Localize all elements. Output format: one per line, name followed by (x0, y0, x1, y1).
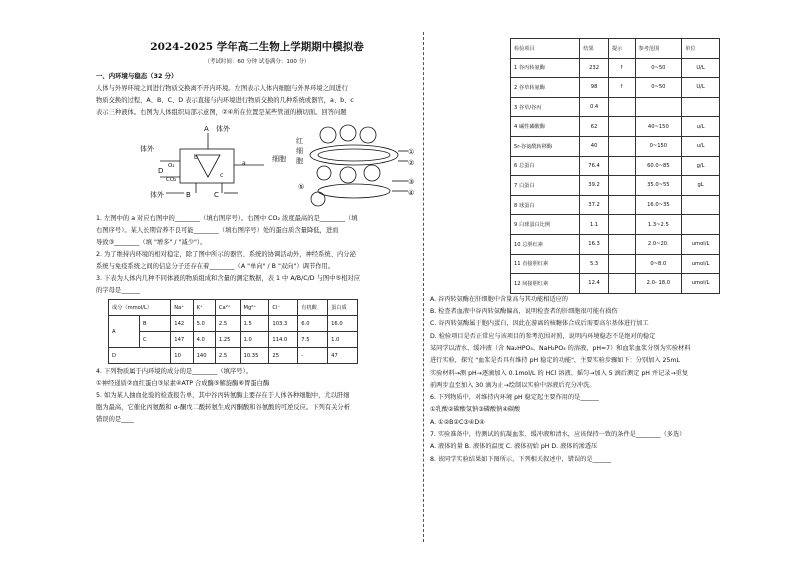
question-5-options (430, 294, 730, 343)
question-2 (96, 249, 418, 273)
table-header-row (511, 39, 720, 59)
table-row (109, 332, 358, 348)
diagram-svg (96, 121, 418, 209)
table-cell: 62 (580, 117, 609, 137)
label-b: b (194, 154, 198, 161)
table-cell: 142 (171, 316, 193, 332)
table-cell: B (140, 316, 171, 332)
table-cell: 3 谷草/谷丙 (511, 97, 580, 117)
column-divider (423, 32, 424, 542)
question-5 (96, 390, 418, 426)
table-cell: 1.1 (580, 215, 609, 235)
label-cell2: 胞 (296, 157, 303, 165)
exchange-diagram (96, 121, 418, 209)
table-row (511, 136, 720, 156)
table-cell: 35.0~55 (635, 176, 682, 196)
table-cell: 7.5 (298, 332, 328, 348)
table-cell (608, 117, 635, 137)
label-c: c (220, 172, 224, 179)
table-cell: 16.0 (328, 316, 358, 332)
table-header-cell: 蛋白质 (328, 300, 358, 316)
table-header-cell: 结果 (580, 39, 609, 59)
question-7 (430, 429, 730, 454)
table-cell: u/L (682, 136, 720, 156)
table-cell: D (109, 348, 171, 364)
label-C: C (214, 191, 219, 199)
table-cell: 60.0~85 (635, 156, 682, 176)
table-cell (635, 97, 682, 117)
table-cell (608, 254, 635, 274)
table-cell: 1.0 (240, 332, 269, 348)
table-cell: 1.25 (215, 332, 240, 348)
question-line: A. 液体的量 B. 液体的温度 C. 液体初始 pH D. 液体的渗透压 (430, 443, 598, 451)
question-8 (430, 454, 730, 466)
table-cell: 47 (328, 348, 358, 364)
table-cell: 16.3 (580, 234, 609, 254)
table-row (511, 234, 720, 254)
table-cell (608, 97, 635, 117)
label-A: A (204, 125, 209, 133)
table-cell: A (109, 316, 140, 348)
label-red: 红 (296, 137, 303, 145)
question-line: 6. 下列物质中，对维持内环境 pH 稳定起主要作用的是______ (430, 394, 599, 402)
label-outside-top: 体外 (216, 125, 230, 133)
intro-line: 表示三种液体。右图为人体组织局部示意图，②④所在位置是某些管道的横切面。回答问题 (96, 109, 347, 116)
table-cell: 5.3 (580, 254, 609, 274)
table-cell: 37.2 (580, 195, 609, 215)
exam-subtitle: （考试时间：60 分钟 试卷满分：100 分） (204, 59, 310, 65)
label-2: ② (408, 159, 415, 167)
table-cell: 10 (171, 348, 193, 364)
question-line: 1. 左图中的 a 对应右图中的________（填右图序号）。右图中 CO₂ 浓度最高的是________（填 (96, 215, 358, 222)
table-header-cell: Ca²⁺ (215, 300, 240, 316)
question-line: 7. 实验准备中，待测试的抗凝血浆、缓冲液和清水，应该保持一致的条件是________（多选） (430, 430, 686, 438)
table-header-cell: 提示 (608, 39, 635, 59)
table-cell: ↑ (608, 58, 635, 78)
table-row (511, 176, 720, 196)
experiment-description (430, 343, 730, 392)
experiment-line: 实验材料→测 pH→逐滴加入 0.1mol/L 的 HCl 溶液、摇匀→加入 5 滴后测定 pH 并记录→重复 (430, 369, 689, 377)
right-column (430, 40, 730, 466)
question-line: 4. 下列物质属于内环境的成分的是________（填序号）。 (96, 368, 252, 375)
table-header-cell: 单位 (682, 39, 720, 59)
table-cell: gL (682, 176, 720, 196)
table-header-row (109, 300, 358, 316)
table-header-cell: Cl⁻ (269, 300, 298, 316)
left-column (96, 40, 418, 426)
table-cell: 10 总胆红素 (511, 234, 580, 254)
table-cell: C (140, 332, 171, 348)
table-cell: 16.0~35 (635, 195, 682, 215)
table-header-cell: 参考范围 (635, 39, 682, 59)
experiment-line: 某同学以清水、缓冲液（含 Na₂HPO₄、NaH₂PO₄ 的溶液，pH=7）和血浆血浆分别为实验材料 (430, 344, 691, 352)
table-cell: 76.4 (580, 156, 609, 176)
table-cell: 1 谷丙转氨酶 (511, 58, 580, 78)
question-4 (96, 366, 418, 390)
table-cell: 8 球蛋白 (511, 195, 580, 215)
table-cell: g/L (682, 156, 720, 176)
table-cell: - (298, 348, 328, 364)
intro-line: 人体与外界环境之间进行物质交换离不开内环境。左图表示人体内细胞与外界环境之间进行 (96, 85, 348, 92)
question-line: 2. 为了维持内环境的相对稳定，除了图中所示的器官、系统的协调活动外，神经系统、内分泌 (96, 251, 356, 258)
option-line: B. 检查者血液中谷丙转氨酶偏高，说明检查者的肝细胞很可能有损伤 (430, 308, 618, 316)
experiment-line: 进行实验，探究 "血浆是否具有维持 pH 稳定的功能"，主要实验步骤如下：分别加入 25mL (430, 357, 680, 365)
lab-report-table (510, 38, 720, 294)
table-cell: 12.4 (580, 274, 609, 294)
table-cell: U/L (682, 58, 720, 78)
table-cell: 1.0 (328, 332, 358, 348)
table-cell: 1.3~2.5 (635, 215, 682, 235)
question-line: 胞为最高，它催化丙氨酸和 α-酮戊二酸转氨生成丙酮酸和谷氨酸的可逆反应。下列有关分析 (96, 404, 351, 411)
table-row (511, 156, 720, 176)
table-header-cell: K⁺ (193, 300, 215, 316)
table-cell: 40 (580, 136, 609, 156)
question-line: ①乳酸②碳酸氢钠③磷酸钠④碳酸 (430, 406, 521, 414)
option-line: D. 检验项目是否正常应与该项目的参考范围对照，说明内环境稳态不是绝对的稳定 (430, 332, 656, 340)
table-cell: 232 (580, 58, 609, 78)
label-co2: CO₂ (166, 177, 177, 183)
label-4: ④ (408, 189, 415, 197)
table-cell (608, 234, 635, 254)
table-cell (608, 176, 635, 196)
table-row (511, 215, 720, 235)
table-cell (608, 195, 635, 215)
label-o2: O₂ (168, 163, 175, 169)
question-line: 8. 该同学实验结果如下图所示，下列相关叙述中，错误的是______ (430, 455, 612, 463)
table-cell: 0~8.0 (635, 254, 682, 274)
table-row (511, 254, 720, 274)
table-row (109, 316, 358, 332)
question-line: 错误的是____ (96, 416, 134, 423)
label-1: ① (408, 148, 415, 156)
question-6 (430, 392, 730, 429)
table-cell: 103.3 (269, 316, 298, 332)
label-a: a (242, 160, 246, 167)
table-cell (608, 274, 635, 294)
table-cell: 1.5 (240, 316, 269, 332)
table-cell: 6.0 (298, 316, 328, 332)
table-cell: 114.0 (269, 332, 298, 348)
table-row (511, 274, 720, 294)
table-header-cell: Na⁺ (171, 300, 193, 316)
label-cell: 细胞 (272, 155, 286, 163)
label-fine: 细 (296, 147, 303, 155)
table-header-cell: 检验项目 (511, 39, 580, 59)
table-header-cell: 有机酸 (298, 300, 328, 316)
exam-title: 2024-2025 学年高二生物上学期期中模拟卷 (150, 41, 364, 53)
table-row (511, 97, 720, 117)
label-3: ③ (408, 178, 415, 186)
table-cell: 2.5 (215, 316, 240, 332)
table-row (511, 58, 720, 78)
question-line: ①神经递质②血红蛋白③尿素④ATP 合成酶⑤解旋酶⑥胃蛋白酶 (96, 380, 270, 387)
table-cell: 0.4 (580, 97, 609, 117)
table-cell: 39.2 (580, 176, 609, 196)
table-cell: U/L (682, 78, 720, 98)
option-line: A. 谷丙转氨酶在肝细胞中含量高与其功能相适应的 (430, 295, 568, 303)
table-cell (682, 195, 720, 215)
table-row (511, 78, 720, 98)
question-line: 右图序号）。某人长期营养不良可能________（填右图序号）处的蛋白质含量降低，进而 (96, 227, 339, 234)
lab-report-rows (511, 58, 720, 293)
table-row (109, 348, 358, 364)
table-cell: 10.35 (240, 348, 269, 364)
label-B: B (186, 191, 191, 199)
label-outside-left: 体外 (140, 145, 154, 153)
table-cell: 2.0- 18.0 (635, 274, 682, 294)
table-cell: umol/L (682, 234, 720, 254)
table-cell: 0~150 (635, 136, 682, 156)
table-cell: u/L (682, 117, 720, 137)
table-cell: 9 白球蛋白比例 (511, 215, 580, 235)
table-cell: 0~50 (635, 78, 682, 98)
table-cell (682, 215, 720, 235)
table-cell: ↑ (608, 78, 635, 98)
table-cell: 40~150 (635, 117, 682, 137)
fluid-composition-table (108, 299, 358, 364)
table-cell: 12 间接胆红素 (511, 274, 580, 294)
table-row (511, 195, 720, 215)
question-line: 3. 下表为人体内几种不同体液的物质组成和含量的测定数据，表 1 中 A/B/C/D 与图中⑤相对应 (96, 275, 360, 282)
table-cell: umol/L (682, 254, 720, 274)
table-cell: 0~50 (635, 58, 682, 78)
question-1 (96, 213, 418, 249)
table-cell: 147 (171, 332, 193, 348)
table-cell: 6 总蛋白 (511, 156, 580, 176)
label-D: D (158, 167, 164, 175)
table-cell (608, 156, 635, 176)
question-line: 导致③________（填 "增多" / "减少"）。 (96, 239, 207, 246)
question-line: 5. 如为某人抽血化验的检查报告单，其中谷丙转氨酶主要存在于人体各种细胞中，尤以肝细 (96, 392, 350, 399)
label-outside-bottom: 体外 (150, 191, 164, 199)
intro-line: 物质交换的过程，A、B、C、D 表示直接与内环境进行物质交换的几种系统或器官，a、b、c (96, 97, 354, 104)
table-header-cell: Mg²⁺ (240, 300, 269, 316)
label-5: ⑤ (298, 183, 305, 191)
table-header-cell: 成分（mmol/L） (109, 300, 171, 316)
question-line: A. ①②B②C③④D④ (430, 418, 485, 426)
table-cell (608, 215, 635, 235)
table-cell: 7 白蛋白 (511, 176, 580, 196)
table-cell: 11 直接胆红素 (511, 254, 580, 274)
section-heading: 一、内环境与稳态（32 分） (96, 72, 178, 80)
table-cell: 5r-谷氨酰转移酶 (511, 136, 580, 156)
experiment-line: 前两步直至加入 30 滴为止→绘制以实验中溶液后充分冲洗。 (430, 381, 596, 389)
table-cell: 2 谷草转氨酶 (511, 78, 580, 98)
table-cell: 2.5 (215, 348, 240, 364)
table-cell: 140 (193, 348, 215, 364)
table-cell: 5.0 (193, 316, 215, 332)
table-cell: umol/L (682, 274, 720, 294)
question-line: 系统与免疫系统之间的信息分子还存在着________（A "单向" / B "双向"）调节作用。 (96, 263, 335, 270)
table-cell: 4.0 (193, 332, 215, 348)
table-row (511, 117, 720, 137)
table-cell: 4 碱性磷酸酶 (511, 117, 580, 137)
table-cell: 98 (580, 78, 609, 98)
option-line: C. 谷丙转氨酶属于胞内蛋白，因此在游离的核糖体合成后需要高尔基体进行加工 (430, 320, 649, 328)
table-cell: 25 (269, 348, 298, 364)
table-cell: 2.0~20. (635, 234, 682, 254)
question-3 (96, 273, 418, 297)
question-line: 的字母是______ (96, 287, 141, 294)
table-cell (682, 97, 720, 117)
table-cell (608, 136, 635, 156)
intro-paragraph (96, 83, 418, 119)
